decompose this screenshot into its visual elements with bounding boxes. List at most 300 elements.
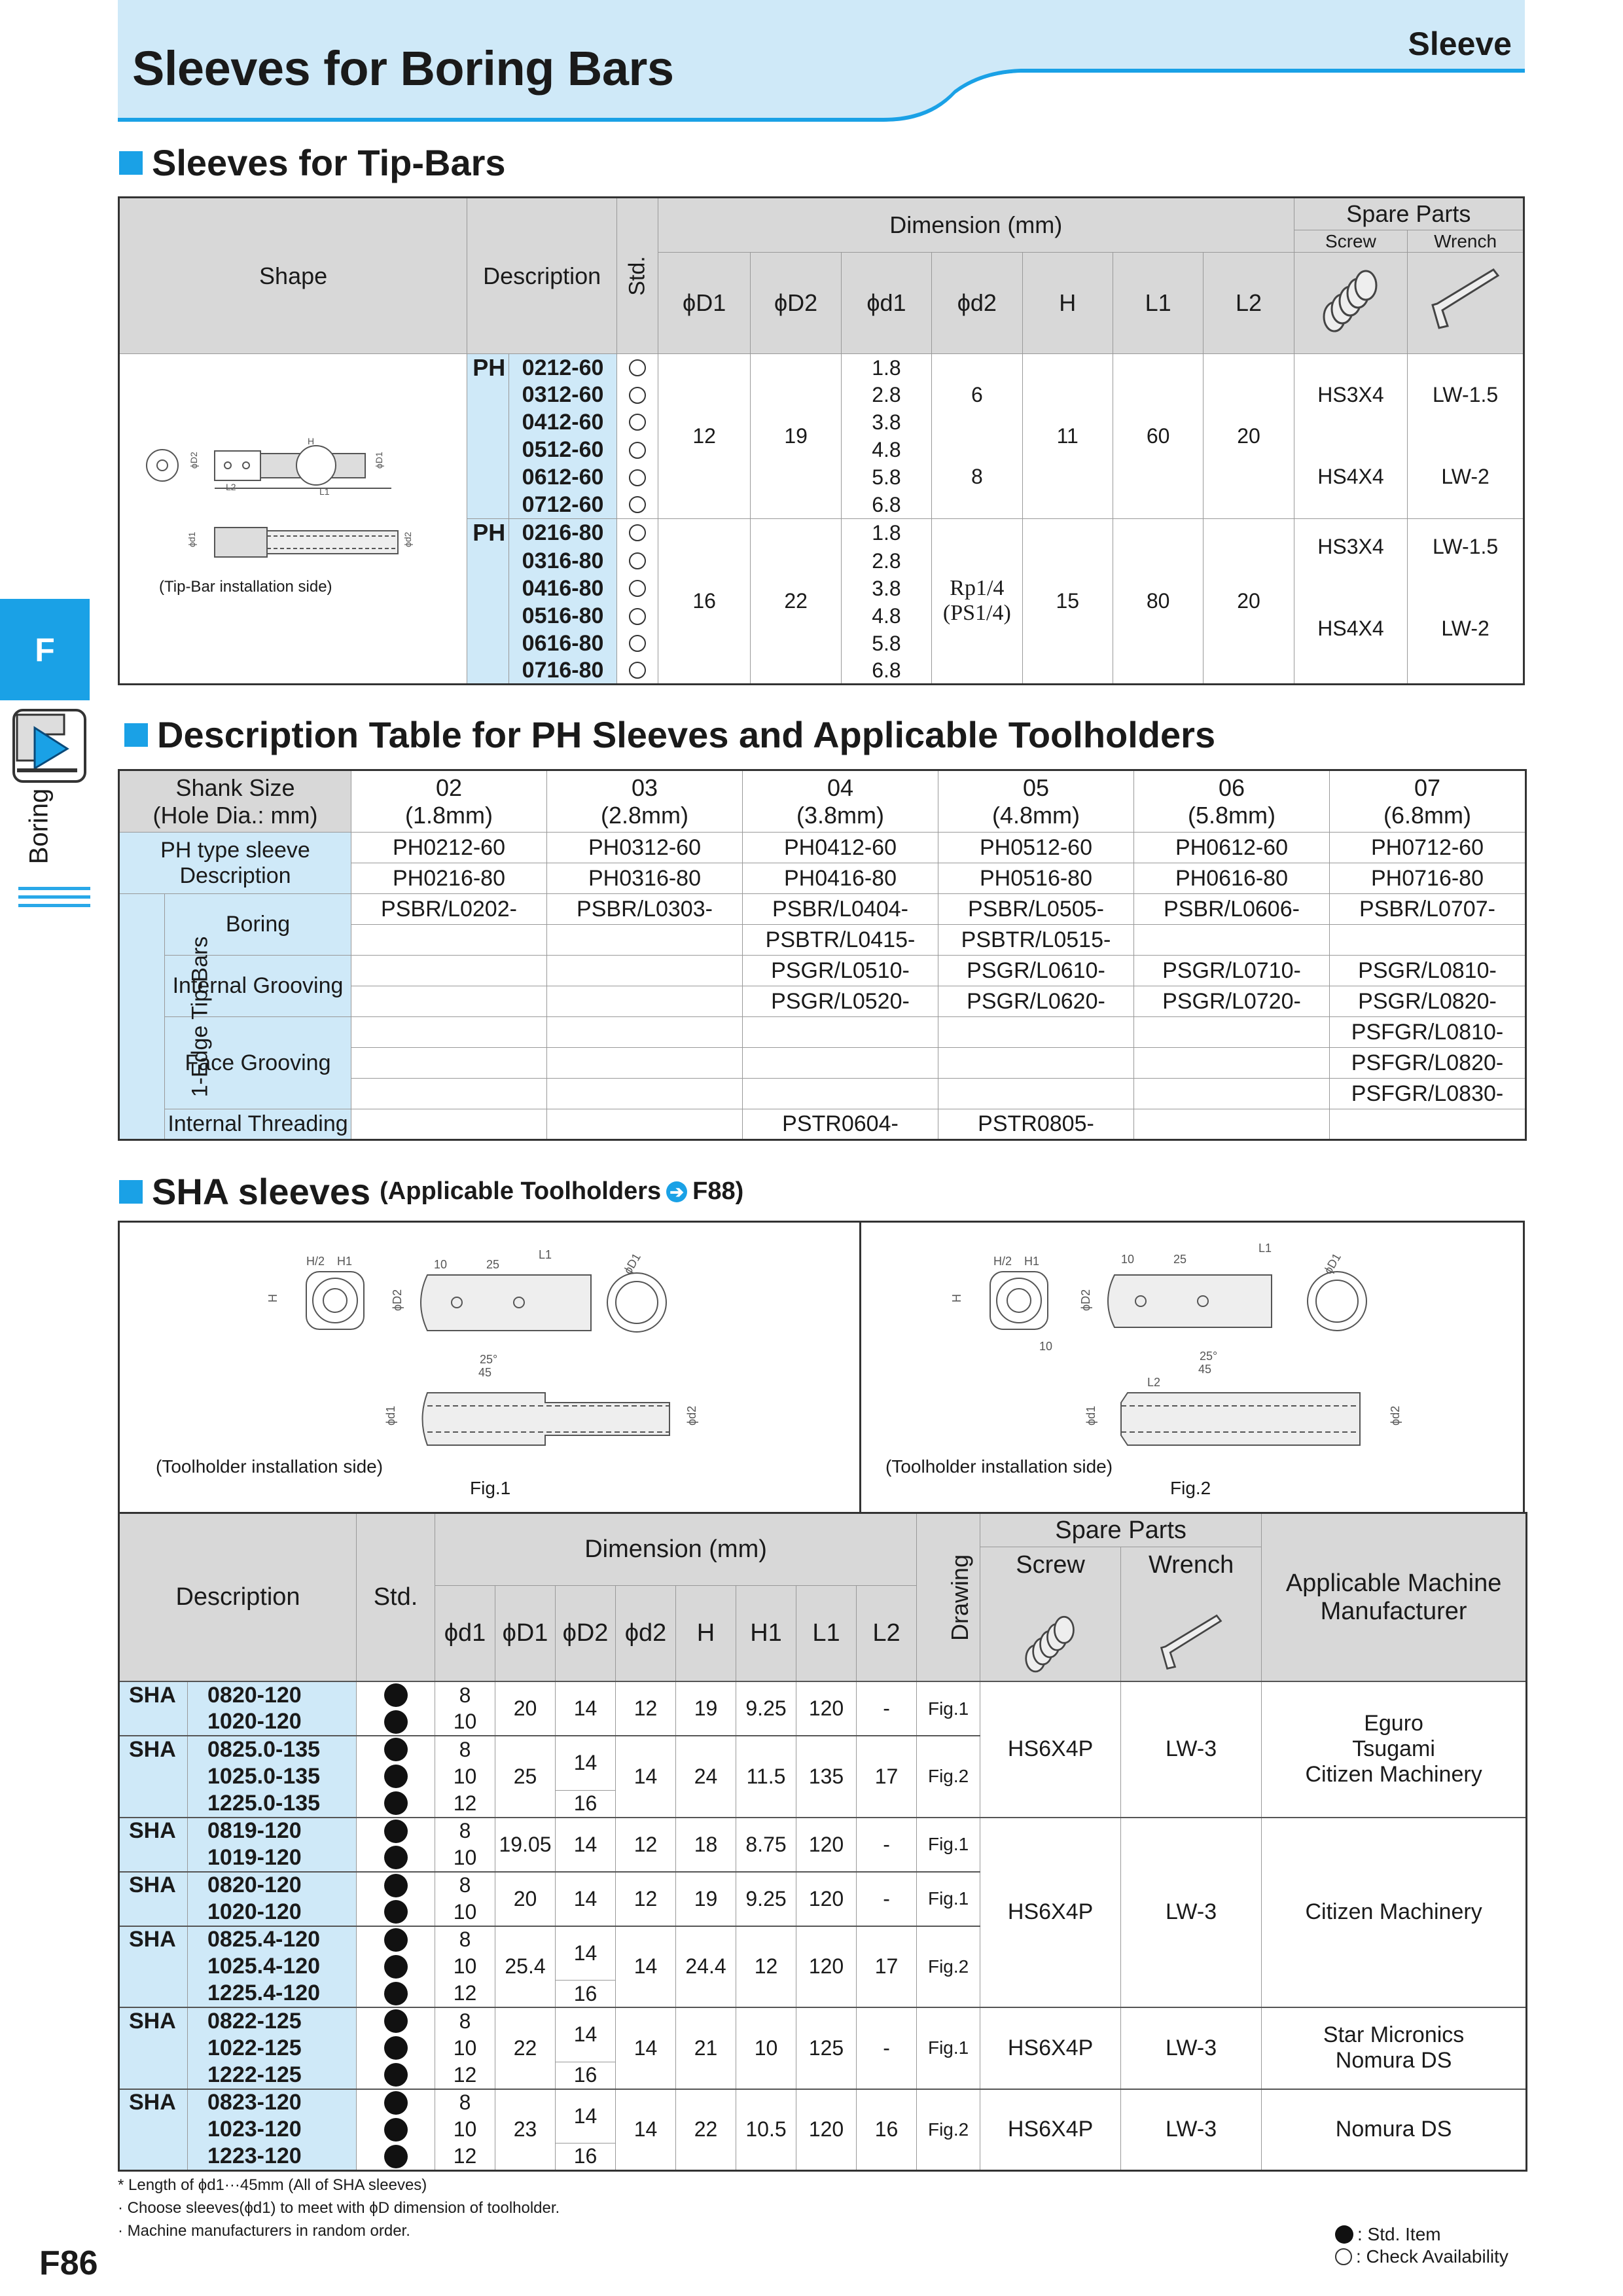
std-mark <box>357 2035 435 2062</box>
std-mark <box>617 518 658 547</box>
std-mark <box>617 603 658 630</box>
cell-screw: HS4X4 <box>1294 575 1408 685</box>
legend-check: : Check Availability <box>1335 2246 1508 2267</box>
svg-text:25°: 25° <box>1200 1350 1218 1363</box>
cell-D1: 20 <box>495 1681 556 1736</box>
item-code: 0212-60 <box>509 354 617 382</box>
cell-L1: 120 <box>796 1681 857 1736</box>
svg-text:10: 10 <box>434 1258 448 1271</box>
cell-D2: 16 <box>556 2144 616 2171</box>
cell-d1: 8 <box>435 1736 495 1763</box>
it-cell <box>351 1109 547 1140</box>
ig-cell <box>547 956 743 986</box>
std-mark <box>617 464 658 492</box>
cell-d2: 8 <box>932 436 1022 518</box>
section-bullet <box>119 151 143 175</box>
cell-D2: 14 <box>556 2089 616 2144</box>
cell-H: 11 <box>1022 354 1113 519</box>
size-07: 07 (6.8mm) <box>1330 770 1526 833</box>
svg-text:H1: H1 <box>1024 1255 1040 1268</box>
it-cell <box>547 1109 743 1140</box>
ph-type-header: PH type sleeve Description <box>119 833 351 894</box>
cell-H: 18 <box>676 1818 736 1872</box>
item-code: 0825.4-120 <box>188 1926 357 1954</box>
std-mark <box>357 2007 435 2035</box>
cell-drawing: Fig.1 <box>917 2007 980 2089</box>
section-bullet <box>124 723 148 747</box>
cell-D2: 14 <box>556 1681 616 1736</box>
size-05: 05 (4.8mm) <box>938 770 1134 833</box>
svg-text:H: H <box>308 436 315 446</box>
cell-L2: - <box>857 1681 917 1736</box>
item-code: 1020-120 <box>188 1899 357 1926</box>
cell-wrench: LW-3 <box>1121 1818 1262 2008</box>
face-grooving-label: Face Grooving <box>165 1017 351 1109</box>
cell-wrench: LW-3 <box>1121 1681 1262 1818</box>
cell-H1: 8.75 <box>736 1818 796 1872</box>
cell-wrench: LW-1.5 <box>1408 354 1524 437</box>
cell-D1: 25 <box>495 1736 556 1818</box>
ph80-cell: PH0516-80 <box>938 863 1134 894</box>
wrench-icon <box>1149 1612 1234 1677</box>
it-cell <box>1134 1109 1330 1140</box>
item-code: 1025.0-135 <box>188 1763 357 1791</box>
header-spare-parts: Spare Parts <box>980 1513 1262 1547</box>
it-cell <box>1330 1109 1526 1140</box>
std-mark <box>357 1844 435 1872</box>
boring-cell <box>351 925 547 956</box>
std-mark <box>617 354 658 382</box>
cell-screw: HS6X4P <box>980 2089 1121 2171</box>
cell-manufacturer <box>1262 2089 1527 2171</box>
header-screw: Screw <box>1294 230 1408 253</box>
item-code: 0822-125 <box>188 2007 357 2035</box>
ph60-cell: PH0712-60 <box>1330 833 1526 863</box>
legend-std: : Std. Item <box>1335 2224 1441 2245</box>
boring-cell: PSBR/L0707- <box>1330 894 1526 925</box>
fg-cell <box>938 1079 1134 1109</box>
item-code: 0825.0-135 <box>188 1736 357 1763</box>
item-code: 0612-60 <box>509 464 617 492</box>
prefix <box>119 1763 188 1791</box>
cell-drawing: Fig.2 <box>917 1926 980 2008</box>
prefix <box>119 1981 188 2008</box>
prefix <box>119 2062 188 2089</box>
manufacturer-name: Eguro <box>1364 1711 1423 1736</box>
cell-D1: 23 <box>495 2089 556 2171</box>
cell-H1: 9.25 <box>736 1681 796 1736</box>
svg-text:ϕd2: ϕd2 <box>685 1405 698 1426</box>
item-code: 1225.4-120 <box>188 1981 357 2008</box>
fg-cell <box>1134 1017 1330 1048</box>
svg-text:H: H <box>266 1294 279 1302</box>
col-D2: ϕD2 <box>556 1585 616 1681</box>
col-L2: L2 <box>1204 253 1294 354</box>
cell-L2: - <box>857 1872 917 1926</box>
section-bullet <box>119 1180 143 1204</box>
cell-screw: HS3X4 <box>1294 518 1408 575</box>
section-reference[interactable]: F88) <box>692 1177 744 1205</box>
svg-text:ϕd2: ϕd2 <box>402 531 414 547</box>
boring-cell: PSBR/L0404- <box>743 894 938 925</box>
ph60-cell: PH0212-60 <box>351 833 547 863</box>
cell-H: 19 <box>676 1681 736 1736</box>
wrench-icon <box>1408 253 1524 354</box>
cell-D1: 22 <box>495 2007 556 2089</box>
cell-D2: 14 <box>556 2007 616 2062</box>
cell-L1: 120 <box>796 2089 857 2171</box>
header-drawing: Drawing <box>917 1513 980 1682</box>
ph80-cell: PH0216-80 <box>351 863 547 894</box>
cell-d1: 10 <box>435 1844 495 1872</box>
ph60-cell: PH0612-60 <box>1134 833 1330 863</box>
ph80-cell: PH0616-80 <box>1134 863 1330 894</box>
fg-cell <box>1134 1048 1330 1079</box>
std-mark <box>357 1763 435 1791</box>
boring-cell: PSBTR/L0515- <box>938 925 1134 956</box>
prefix <box>119 2144 188 2171</box>
cell-d1: 10 <box>435 1763 495 1791</box>
cell-screw: HS3X4 <box>1294 354 1408 437</box>
cell-d1: 8 <box>435 2007 495 2035</box>
cell-L2: - <box>857 2007 917 2089</box>
cell-d1: 10 <box>435 1709 495 1736</box>
it-cell: PSTR0805- <box>938 1109 1134 1140</box>
ph-description-table <box>118 769 1527 1141</box>
col-L1: L1 <box>796 1585 857 1681</box>
footnote: * Length of ϕd1···45mm (All of SHA sleeves) <box>118 2176 427 2194</box>
item-code: 0616-80 <box>509 630 617 658</box>
prefix: PH <box>467 354 509 382</box>
header-description: Description <box>467 198 617 354</box>
item-code: 1020-120 <box>188 1709 357 1736</box>
cell-D1: 20 <box>495 1872 556 1926</box>
tip-bar-sleeve-table <box>118 196 1525 685</box>
reference-arrow-icon: ➔ <box>666 1181 687 1202</box>
cell-wrench: LW-2 <box>1408 575 1524 685</box>
cell-L1: 125 <box>796 2007 857 2089</box>
item-code: 0820-120 <box>188 1872 357 1899</box>
section-title: Description Table for PH Sleeves and Applicable Toolholders <box>157 714 1216 755</box>
shank-size-header: Shank Size (Hole Dia.: mm) <box>119 770 351 833</box>
svg-text:H: H <box>950 1294 963 1302</box>
ig-cell <box>351 986 547 1017</box>
tip-bar-drawing <box>119 354 467 685</box>
cell-H1: 11.5 <box>736 1736 796 1818</box>
boring-cell: PSBR/L0202- <box>351 894 547 925</box>
side-section-label: Boring <box>24 788 54 865</box>
svg-text:H1: H1 <box>337 1255 353 1268</box>
boring-label: Boring <box>165 894 351 956</box>
svg-text:25: 25 <box>486 1258 500 1271</box>
sha-sleeve-table <box>118 1512 1527 2172</box>
item-code: 0316-80 <box>509 547 617 575</box>
svg-text:ϕd1: ϕd1 <box>384 1405 397 1426</box>
header-shape: Shape <box>119 198 467 354</box>
ph80-cell: PH0316-80 <box>547 863 743 894</box>
svg-text:ϕD1: ϕD1 <box>621 1251 644 1276</box>
col-D1: ϕD1 <box>495 1585 556 1681</box>
cell-d1: 8 <box>435 2089 495 2117</box>
cell-drawing: Fig.1 <box>917 1818 980 1872</box>
cell-L1: 120 <box>796 1818 857 1872</box>
cell-D2: 14 <box>556 1736 616 1790</box>
size-06: 06 (5.8mm) <box>1134 770 1330 833</box>
cell-d1: 8 <box>435 1681 495 1709</box>
cell-d1: 4.8 <box>841 436 931 464</box>
item-code: 1023-120 <box>188 2116 357 2144</box>
page-title: Sleeves for Boring Bars <box>132 41 674 96</box>
cell-d2: Rp1/4 (PS1/4) <box>932 518 1022 684</box>
size-03: 03 (2.8mm) <box>547 770 743 833</box>
ig-cell: PSGR/L0720- <box>1134 986 1330 1017</box>
cell-d1: 10 <box>435 2116 495 2144</box>
manufacturer-name: Star Micronics <box>1323 2022 1465 2048</box>
cell-wrench: LW-3 <box>1121 2089 1262 2171</box>
internal-threading-label: Internal Threading <box>165 1109 351 1140</box>
cell-d2: 14 <box>616 2007 676 2089</box>
fg-cell: PSFGR/L0820- <box>1330 1048 1526 1079</box>
size-02: 02 (1.8mm) <box>351 770 547 833</box>
manufacturer-name: Tsugami <box>1352 1736 1435 1762</box>
header-screw: Screw <box>980 1547 1121 1682</box>
cell-H: 24 <box>676 1736 736 1818</box>
boring-cell <box>1330 925 1526 956</box>
cell-d2: 14 <box>616 1926 676 2008</box>
col-d1: ϕd1 <box>841 253 931 354</box>
item-code: 1222-125 <box>188 2062 357 2089</box>
header-wrench: Wrench <box>1408 230 1524 253</box>
col-H: H <box>676 1585 736 1681</box>
cell-d2: 12 <box>616 1818 676 1872</box>
header-dimension: Dimension (mm) <box>435 1513 917 1586</box>
cell-d1: 3.8 <box>841 575 931 603</box>
ig-cell <box>351 956 547 986</box>
cell-screw: HS4X4 <box>1294 436 1408 518</box>
cell-L1: 120 <box>796 1872 857 1926</box>
col-H: H <box>1022 253 1113 354</box>
section-heading-sha <box>119 1170 743 1213</box>
cell-L2: 17 <box>857 1736 917 1818</box>
prefix: SHA <box>119 2089 188 2117</box>
ig-cell: PSGR/L0620- <box>938 986 1134 1017</box>
ph60-cell: PH0312-60 <box>547 833 743 863</box>
svg-text:ϕd2: ϕd2 <box>1389 1405 1402 1426</box>
ph80-cell: PH0716-80 <box>1330 863 1526 894</box>
std-mark <box>357 1790 435 1818</box>
ph60-cell: PH0512-60 <box>938 833 1134 863</box>
item-code: 0716-80 <box>509 657 617 685</box>
cell-d2: 14 <box>616 1736 676 1818</box>
side-tab-letter: F <box>0 599 90 700</box>
cell-manufacturer <box>1262 1681 1527 1818</box>
cell-drawing: Fig.2 <box>917 1736 980 1818</box>
cell-d1: 12 <box>435 2062 495 2089</box>
col-D1: ϕD1 <box>658 253 751 354</box>
svg-text:L1: L1 <box>1258 1242 1272 1255</box>
svg-text:ϕd1: ϕd1 <box>1084 1405 1097 1426</box>
item-code: 0516-80 <box>509 603 617 630</box>
svg-text:ϕD2: ϕD2 <box>188 452 200 469</box>
cell-d1: 4.8 <box>841 603 931 630</box>
item-code: 0712-60 <box>509 492 617 519</box>
screw-icon <box>1294 253 1408 354</box>
std-item-icon <box>1335 2225 1353 2244</box>
prefix <box>119 1844 188 1872</box>
cell-manufacturer <box>1262 2007 1527 2089</box>
cell-d1: 8 <box>435 1818 495 1845</box>
boring-cell: PSBR/L0505- <box>938 894 1134 925</box>
col-H1: H1 <box>736 1585 796 1681</box>
boring-cell: PSBR/L0303- <box>547 894 743 925</box>
cell-H1: 9.25 <box>736 1872 796 1926</box>
fg-cell: PSFGR/L0810- <box>1330 1017 1526 1048</box>
footnote: · Choose sleeves(ϕd1) to meet with ϕD dimension of toolholder. <box>118 2199 560 2217</box>
size-04: 04 (3.8mm) <box>743 770 938 833</box>
item-code: 0820-120 <box>188 1681 357 1709</box>
cell-D2: 19 <box>751 354 841 519</box>
col-D2: ϕD2 <box>751 253 841 354</box>
std-mark <box>617 575 658 603</box>
tip-bar-sleeve-drawing <box>130 354 457 680</box>
side-bar <box>18 904 90 907</box>
cell-drawing: Fig.2 <box>917 2089 980 2171</box>
prefix: SHA <box>119 1872 188 1899</box>
std-mark <box>357 1953 435 1981</box>
screw-icon <box>1018 1612 1083 1677</box>
header-std: Std. <box>617 198 658 354</box>
item-code: 1225.0-135 <box>188 1790 357 1818</box>
check-availability-icon <box>1335 2248 1352 2265</box>
cell-d1: 5.8 <box>841 630 931 658</box>
section-heading-description-table <box>124 713 1215 756</box>
ig-cell: PSGR/L0520- <box>743 986 938 1017</box>
cell-H1: 10.5 <box>736 2089 796 2171</box>
cell-d2: 14 <box>616 2089 676 2171</box>
cell-L2: 20 <box>1204 354 1294 519</box>
fg-cell <box>351 1079 547 1109</box>
std-mark <box>357 1926 435 1954</box>
cell-L1: 135 <box>796 1736 857 1818</box>
std-mark <box>357 2144 435 2171</box>
ph60-cell: PH0412-60 <box>743 833 938 863</box>
cell-d1: 12 <box>435 1790 495 1818</box>
boring-cell <box>547 925 743 956</box>
ig-cell <box>547 986 743 1017</box>
prefix <box>119 1953 188 1981</box>
cell-D2: 16 <box>556 1981 616 2008</box>
cell-d1: 6.8 <box>841 657 931 685</box>
item-code: 1022-125 <box>188 2035 357 2062</box>
header-applicable-machine: Applicable Machine Manufacturer <box>1262 1513 1527 1682</box>
cell-H: 22 <box>676 2089 736 2171</box>
ig-cell: PSGR/L0610- <box>938 956 1134 986</box>
cell-wrench: LW-1.5 <box>1408 518 1524 575</box>
cell-L1: 120 <box>796 1926 857 2008</box>
cell-d1: 12 <box>435 2144 495 2171</box>
cell-wrench: LW-2 <box>1408 436 1524 518</box>
boring-cell: PSBR/L0606- <box>1134 894 1330 925</box>
col-d2: ϕd2 <box>932 253 1022 354</box>
std-mark <box>357 2089 435 2117</box>
fg-cell <box>547 1017 743 1048</box>
item-code: 0216-80 <box>509 518 617 547</box>
fig1-caption: (Toolholder installation side) <box>156 1456 383 1477</box>
fg-cell <box>743 1017 938 1048</box>
footnote: · Machine manufacturers in random order. <box>118 2222 410 2240</box>
cell-d1: 10 <box>435 1953 495 1981</box>
cell-d1: 8 <box>435 1926 495 1954</box>
std-mark <box>617 657 658 685</box>
boring-cell <box>1134 925 1330 956</box>
cell-screw: HS6X4P <box>980 1818 1121 2008</box>
cell-H: 24.4 <box>676 1926 736 2008</box>
ig-cell: PSGR/L0820- <box>1330 986 1526 1017</box>
page-number: F86 <box>39 2244 98 2282</box>
prefix <box>119 1899 188 1926</box>
header-dimension: Dimension (mm) <box>658 198 1294 253</box>
cell-d1: 12 <box>435 1981 495 2008</box>
cell-d1: 3.8 <box>841 409 931 437</box>
cell-D1: 19.05 <box>495 1818 556 1872</box>
cell-H: 19 <box>676 1872 736 1926</box>
svg-text:L2: L2 <box>1147 1376 1161 1389</box>
cell-H1: 12 <box>736 1926 796 2008</box>
prefix: PH <box>467 518 509 547</box>
cell-L1: 60 <box>1113 354 1203 519</box>
prefix <box>119 2116 188 2144</box>
section-heading-tip-bars <box>119 141 506 184</box>
section-subtitle: (Applicable Toolholders <box>380 1177 662 1205</box>
item-code: 0412-60 <box>509 409 617 437</box>
sha-figures <box>118 1221 1525 1512</box>
svg-text:L2: L2 <box>226 482 236 492</box>
boring-cell: PSBTR/L0415- <box>743 925 938 956</box>
std-mark <box>357 1899 435 1926</box>
cell-d1: 1.8 <box>841 518 931 547</box>
std-mark <box>357 1709 435 1736</box>
std-mark <box>357 2116 435 2144</box>
cell-drawing: Fig.1 <box>917 1681 980 1736</box>
fg-cell <box>351 1048 547 1079</box>
svg-text:L1: L1 <box>539 1248 552 1261</box>
fig2-label: Fig.2 <box>1170 1478 1211 1498</box>
fig1-label: Fig.1 <box>470 1478 511 1498</box>
std-mark <box>357 1818 435 1845</box>
col-d2: ϕd2 <box>616 1585 676 1681</box>
cell-L1: 80 <box>1113 518 1203 684</box>
svg-text:ϕD1: ϕD1 <box>1321 1251 1344 1276</box>
svg-text:ϕD2: ϕD2 <box>391 1289 404 1311</box>
cell-d1: 2.8 <box>841 547 931 575</box>
cell-D1: 16 <box>658 518 751 684</box>
manufacturer-name: Nomura DS <box>1335 2117 1452 2142</box>
std-mark <box>357 1981 435 2008</box>
cell-d2: 12 <box>616 1681 676 1736</box>
item-code: 0312-60 <box>509 382 617 409</box>
std-mark <box>617 436 658 464</box>
header-std: Std. <box>357 1513 435 1682</box>
cell-manufacturer <box>1262 1818 1527 2008</box>
ig-cell: PSGR/L0810- <box>1330 956 1526 986</box>
cell-d1: 1.8 <box>841 354 931 382</box>
cell-d1: 10 <box>435 1899 495 1926</box>
cell-H1: 10 <box>736 2007 796 2089</box>
std-mark <box>617 409 658 437</box>
section-title: Sleeves for Tip-Bars <box>152 142 506 183</box>
cell-d1: 10 <box>435 2035 495 2062</box>
cell-drawing: Fig.1 <box>917 1872 980 1926</box>
